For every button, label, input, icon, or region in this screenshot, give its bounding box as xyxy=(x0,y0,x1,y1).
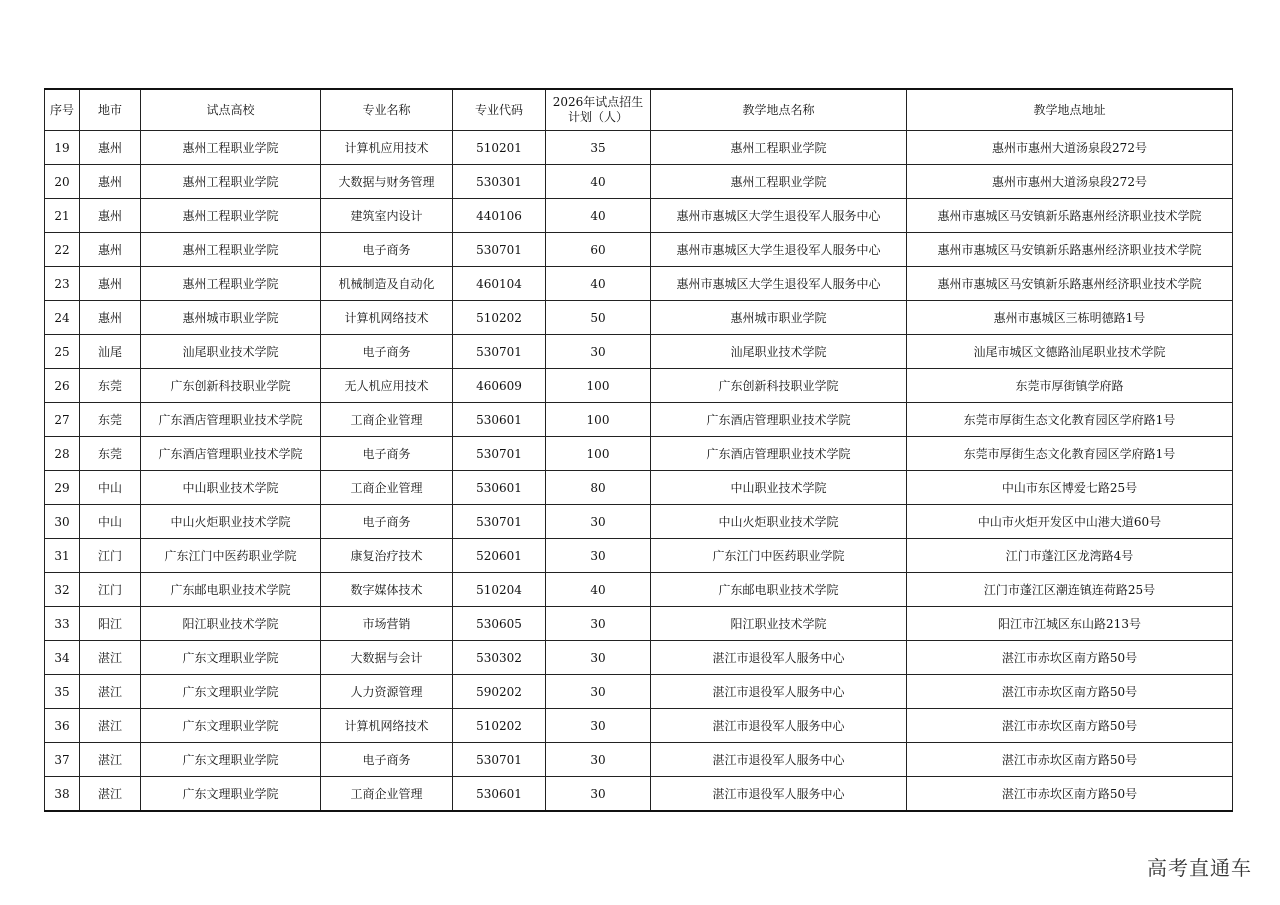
cell-teaching-site-name: 中山火炬职业技术学院 xyxy=(651,505,907,539)
cell-major-name: 计算机网络技术 xyxy=(321,301,453,335)
cell-teaching-site-address: 惠州市惠城区马安镇新乐路惠州经济职业技术学院 xyxy=(907,233,1233,267)
cell-pilot-college: 惠州工程职业学院 xyxy=(141,267,321,301)
cell-teaching-site-name: 湛江市退役军人服务中心 xyxy=(651,777,907,812)
cell-pilot-college: 广东文理职业学院 xyxy=(141,777,321,812)
table-row xyxy=(45,131,1233,165)
table-row xyxy=(45,777,1233,812)
cell-pilot-college: 广东江门中医药职业学院 xyxy=(141,539,321,573)
cell-enrollment-plan: 60 xyxy=(546,233,651,267)
cell-teaching-site-name: 湛江市退役军人服务中心 xyxy=(651,675,907,709)
table-row xyxy=(45,573,1233,607)
cell-city: 惠州 xyxy=(80,301,141,335)
cell-index: 21 xyxy=(45,199,80,233)
header-city: 地市 xyxy=(80,89,141,131)
header-pilot-college: 试点高校 xyxy=(141,89,321,131)
cell-index: 34 xyxy=(45,641,80,675)
cell-enrollment-plan: 40 xyxy=(546,199,651,233)
cell-index: 28 xyxy=(45,437,80,471)
cell-city: 中山 xyxy=(80,471,141,505)
cell-pilot-college: 惠州工程职业学院 xyxy=(141,233,321,267)
cell-teaching-site-address: 湛江市赤坎区南方路50号 xyxy=(907,675,1233,709)
header-enrollment-plan: 2026年试点招生计划（人） xyxy=(546,89,651,131)
cell-major-name: 电子商务 xyxy=(321,437,453,471)
cell-teaching-site-address: 江门市蓬江区潮连镇连荷路25号 xyxy=(907,573,1233,607)
cell-teaching-site-name: 阳江职业技术学院 xyxy=(651,607,907,641)
pilot-program-table xyxy=(44,88,1233,812)
header-index: 序号 xyxy=(45,89,80,131)
table-row xyxy=(45,199,1233,233)
cell-pilot-college: 广东创新科技职业学院 xyxy=(141,369,321,403)
cell-major-name: 无人机应用技术 xyxy=(321,369,453,403)
cell-major-code: 530605 xyxy=(453,607,546,641)
table-row xyxy=(45,301,1233,335)
cell-pilot-college: 惠州城市职业学院 xyxy=(141,301,321,335)
cell-teaching-site-address: 中山市火炬开发区中山港大道60号 xyxy=(907,505,1233,539)
cell-teaching-site-name: 广东酒店管理职业技术学院 xyxy=(651,403,907,437)
cell-enrollment-plan: 30 xyxy=(546,641,651,675)
cell-enrollment-plan: 30 xyxy=(546,505,651,539)
cell-teaching-site-address: 惠州市惠城区马安镇新乐路惠州经济职业技术学院 xyxy=(907,199,1233,233)
cell-enrollment-plan: 35 xyxy=(546,131,651,165)
cell-teaching-site-address: 惠州市惠城区马安镇新乐路惠州经济职业技术学院 xyxy=(907,267,1233,301)
cell-teaching-site-name: 广东酒店管理职业技术学院 xyxy=(651,437,907,471)
header-teaching-site-name: 教学地点名称 xyxy=(651,89,907,131)
cell-major-name: 工商企业管理 xyxy=(321,471,453,505)
table-row xyxy=(45,641,1233,675)
cell-teaching-site-address: 汕尾市城区文德路汕尾职业技术学院 xyxy=(907,335,1233,369)
cell-pilot-college: 中山火炬职业技术学院 xyxy=(141,505,321,539)
cell-city: 阳江 xyxy=(80,607,141,641)
cell-city: 湛江 xyxy=(80,641,141,675)
cell-teaching-site-address: 惠州市惠州大道汤泉段272号 xyxy=(907,131,1233,165)
cell-enrollment-plan: 100 xyxy=(546,369,651,403)
table-row xyxy=(45,607,1233,641)
cell-teaching-site-address: 惠州市惠州大道汤泉段272号 xyxy=(907,165,1233,199)
cell-major-name: 电子商务 xyxy=(321,233,453,267)
cell-city: 湛江 xyxy=(80,777,141,812)
cell-major-code: 460104 xyxy=(453,267,546,301)
cell-enrollment-plan: 50 xyxy=(546,301,651,335)
cell-major-code: 530701 xyxy=(453,743,546,777)
cell-index: 35 xyxy=(45,675,80,709)
cell-enrollment-plan: 30 xyxy=(546,607,651,641)
table-row xyxy=(45,539,1233,573)
cell-major-name: 计算机网络技术 xyxy=(321,709,453,743)
cell-city: 湛江 xyxy=(80,675,141,709)
cell-teaching-site-name: 汕尾职业技术学院 xyxy=(651,335,907,369)
cell-major-code: 530701 xyxy=(453,437,546,471)
cell-city: 汕尾 xyxy=(80,335,141,369)
cell-teaching-site-address: 湛江市赤坎区南方路50号 xyxy=(907,641,1233,675)
cell-city: 湛江 xyxy=(80,743,141,777)
cell-enrollment-plan: 40 xyxy=(546,573,651,607)
table-row xyxy=(45,437,1233,471)
cell-teaching-site-address: 湛江市赤坎区南方路50号 xyxy=(907,709,1233,743)
cell-major-code: 510201 xyxy=(453,131,546,165)
cell-city: 东莞 xyxy=(80,403,141,437)
cell-major-code: 530301 xyxy=(453,165,546,199)
cell-major-code: 510204 xyxy=(453,573,546,607)
cell-enrollment-plan: 30 xyxy=(546,709,651,743)
cell-enrollment-plan: 30 xyxy=(546,539,651,573)
cell-major-code: 510202 xyxy=(453,709,546,743)
cell-enrollment-plan: 30 xyxy=(546,743,651,777)
cell-major-name: 大数据与财务管理 xyxy=(321,165,453,199)
cell-teaching-site-name: 湛江市退役军人服务中心 xyxy=(651,709,907,743)
cell-teaching-site-name: 广东创新科技职业学院 xyxy=(651,369,907,403)
cell-major-code: 440106 xyxy=(453,199,546,233)
cell-city: 中山 xyxy=(80,505,141,539)
cell-enrollment-plan: 40 xyxy=(546,267,651,301)
cell-major-name: 电子商务 xyxy=(321,335,453,369)
cell-index: 38 xyxy=(45,777,80,812)
cell-enrollment-plan: 100 xyxy=(546,403,651,437)
cell-major-code: 530701 xyxy=(453,335,546,369)
cell-teaching-site-address: 湛江市赤坎区南方路50号 xyxy=(907,777,1233,812)
cell-major-code: 530601 xyxy=(453,777,546,812)
cell-teaching-site-address: 阳江市江城区东山路213号 xyxy=(907,607,1233,641)
table-row xyxy=(45,165,1233,199)
cell-teaching-site-address: 东莞市厚街生态文化教育园区学府路1号 xyxy=(907,437,1233,471)
cell-pilot-college: 广东文理职业学院 xyxy=(141,709,321,743)
cell-index: 25 xyxy=(45,335,80,369)
cell-teaching-site-name: 湛江市退役军人服务中心 xyxy=(651,641,907,675)
cell-pilot-college: 惠州工程职业学院 xyxy=(141,165,321,199)
cell-city: 惠州 xyxy=(80,267,141,301)
cell-teaching-site-name: 中山职业技术学院 xyxy=(651,471,907,505)
cell-teaching-site-address: 江门市蓬江区龙湾路4号 xyxy=(907,539,1233,573)
cell-teaching-site-name: 惠州城市职业学院 xyxy=(651,301,907,335)
table-header-row xyxy=(45,89,1233,131)
cell-city: 东莞 xyxy=(80,437,141,471)
cell-pilot-college: 广东酒店管理职业技术学院 xyxy=(141,437,321,471)
table-row xyxy=(45,471,1233,505)
cell-city: 湛江 xyxy=(80,709,141,743)
cell-major-name: 机械制造及自动化 xyxy=(321,267,453,301)
cell-city: 惠州 xyxy=(80,165,141,199)
cell-enrollment-plan: 30 xyxy=(546,335,651,369)
cell-teaching-site-name: 惠州市惠城区大学生退役军人服务中心 xyxy=(651,199,907,233)
cell-teaching-site-address: 湛江市赤坎区南方路50号 xyxy=(907,743,1233,777)
cell-pilot-college: 广东邮电职业技术学院 xyxy=(141,573,321,607)
cell-major-code: 510202 xyxy=(453,301,546,335)
cell-index: 29 xyxy=(45,471,80,505)
cell-major-name: 人力资源管理 xyxy=(321,675,453,709)
cell-major-code: 530701 xyxy=(453,505,546,539)
cell-teaching-site-address: 惠州市惠城区三栋明德路1号 xyxy=(907,301,1233,335)
cell-index: 24 xyxy=(45,301,80,335)
cell-major-code: 460609 xyxy=(453,369,546,403)
cell-enrollment-plan: 40 xyxy=(546,165,651,199)
watermark-text: 高考直通车 xyxy=(1147,856,1252,880)
cell-index: 27 xyxy=(45,403,80,437)
cell-major-name: 电子商务 xyxy=(321,743,453,777)
cell-index: 37 xyxy=(45,743,80,777)
cell-teaching-site-name: 惠州市惠城区大学生退役军人服务中心 xyxy=(651,267,907,301)
cell-pilot-college: 广东文理职业学院 xyxy=(141,641,321,675)
cell-teaching-site-name: 惠州市惠城区大学生退役军人服务中心 xyxy=(651,233,907,267)
cell-index: 19 xyxy=(45,131,80,165)
cell-index: 32 xyxy=(45,573,80,607)
cell-teaching-site-address: 中山市东区博爱七路25号 xyxy=(907,471,1233,505)
cell-city: 江门 xyxy=(80,539,141,573)
cell-major-code: 530601 xyxy=(453,403,546,437)
cell-pilot-college: 广东酒店管理职业技术学院 xyxy=(141,403,321,437)
cell-major-name: 市场营销 xyxy=(321,607,453,641)
cell-major-code: 530701 xyxy=(453,233,546,267)
table-row xyxy=(45,335,1233,369)
cell-index: 36 xyxy=(45,709,80,743)
cell-enrollment-plan: 100 xyxy=(546,437,651,471)
cell-major-name: 数字媒体技术 xyxy=(321,573,453,607)
cell-major-name: 工商企业管理 xyxy=(321,777,453,812)
cell-major-name: 大数据与会计 xyxy=(321,641,453,675)
cell-index: 22 xyxy=(45,233,80,267)
cell-enrollment-plan: 80 xyxy=(546,471,651,505)
table-row xyxy=(45,709,1233,743)
cell-index: 31 xyxy=(45,539,80,573)
header-major-code: 专业代码 xyxy=(453,89,546,131)
table-row xyxy=(45,233,1233,267)
cell-pilot-college: 阳江职业技术学院 xyxy=(141,607,321,641)
cell-major-name: 建筑室内设计 xyxy=(321,199,453,233)
cell-major-code: 590202 xyxy=(453,675,546,709)
header-teaching-site-address: 教学地点地址 xyxy=(907,89,1233,131)
cell-teaching-site-name: 广东邮电职业技术学院 xyxy=(651,573,907,607)
cell-city: 惠州 xyxy=(80,233,141,267)
cell-major-code: 530601 xyxy=(453,471,546,505)
cell-index: 23 xyxy=(45,267,80,301)
cell-teaching-site-address: 东莞市厚街镇学府路 xyxy=(907,369,1233,403)
cell-enrollment-plan: 30 xyxy=(546,675,651,709)
cell-major-name: 工商企业管理 xyxy=(321,403,453,437)
cell-city: 惠州 xyxy=(80,131,141,165)
cell-major-name: 电子商务 xyxy=(321,505,453,539)
cell-pilot-college: 中山职业技术学院 xyxy=(141,471,321,505)
cell-teaching-site-address: 东莞市厚街生态文化教育园区学府路1号 xyxy=(907,403,1233,437)
cell-major-name: 计算机应用技术 xyxy=(321,131,453,165)
cell-teaching-site-name: 广东江门中医药职业学院 xyxy=(651,539,907,573)
cell-index: 30 xyxy=(45,505,80,539)
cell-city: 东莞 xyxy=(80,369,141,403)
cell-major-code: 520601 xyxy=(453,539,546,573)
table-row xyxy=(45,369,1233,403)
cell-pilot-college: 惠州工程职业学院 xyxy=(141,131,321,165)
table-row xyxy=(45,403,1233,437)
cell-pilot-college: 广东文理职业学院 xyxy=(141,743,321,777)
table-row xyxy=(45,675,1233,709)
cell-teaching-site-name: 湛江市退役军人服务中心 xyxy=(651,743,907,777)
table-body xyxy=(45,131,1233,812)
cell-teaching-site-name: 惠州工程职业学院 xyxy=(651,165,907,199)
cell-index: 20 xyxy=(45,165,80,199)
cell-teaching-site-name: 惠州工程职业学院 xyxy=(651,131,907,165)
cell-major-name: 康复治疗技术 xyxy=(321,539,453,573)
cell-enrollment-plan: 30 xyxy=(546,777,651,812)
cell-index: 26 xyxy=(45,369,80,403)
cell-major-code: 530302 xyxy=(453,641,546,675)
table-row xyxy=(45,743,1233,777)
cell-pilot-college: 广东文理职业学院 xyxy=(141,675,321,709)
header-major-name: 专业名称 xyxy=(321,89,453,131)
table-row xyxy=(45,267,1233,301)
table-row xyxy=(45,505,1233,539)
cell-index: 33 xyxy=(45,607,80,641)
cell-city: 江门 xyxy=(80,573,141,607)
cell-pilot-college: 惠州工程职业学院 xyxy=(141,199,321,233)
cell-city: 惠州 xyxy=(80,199,141,233)
cell-pilot-college: 汕尾职业技术学院 xyxy=(141,335,321,369)
